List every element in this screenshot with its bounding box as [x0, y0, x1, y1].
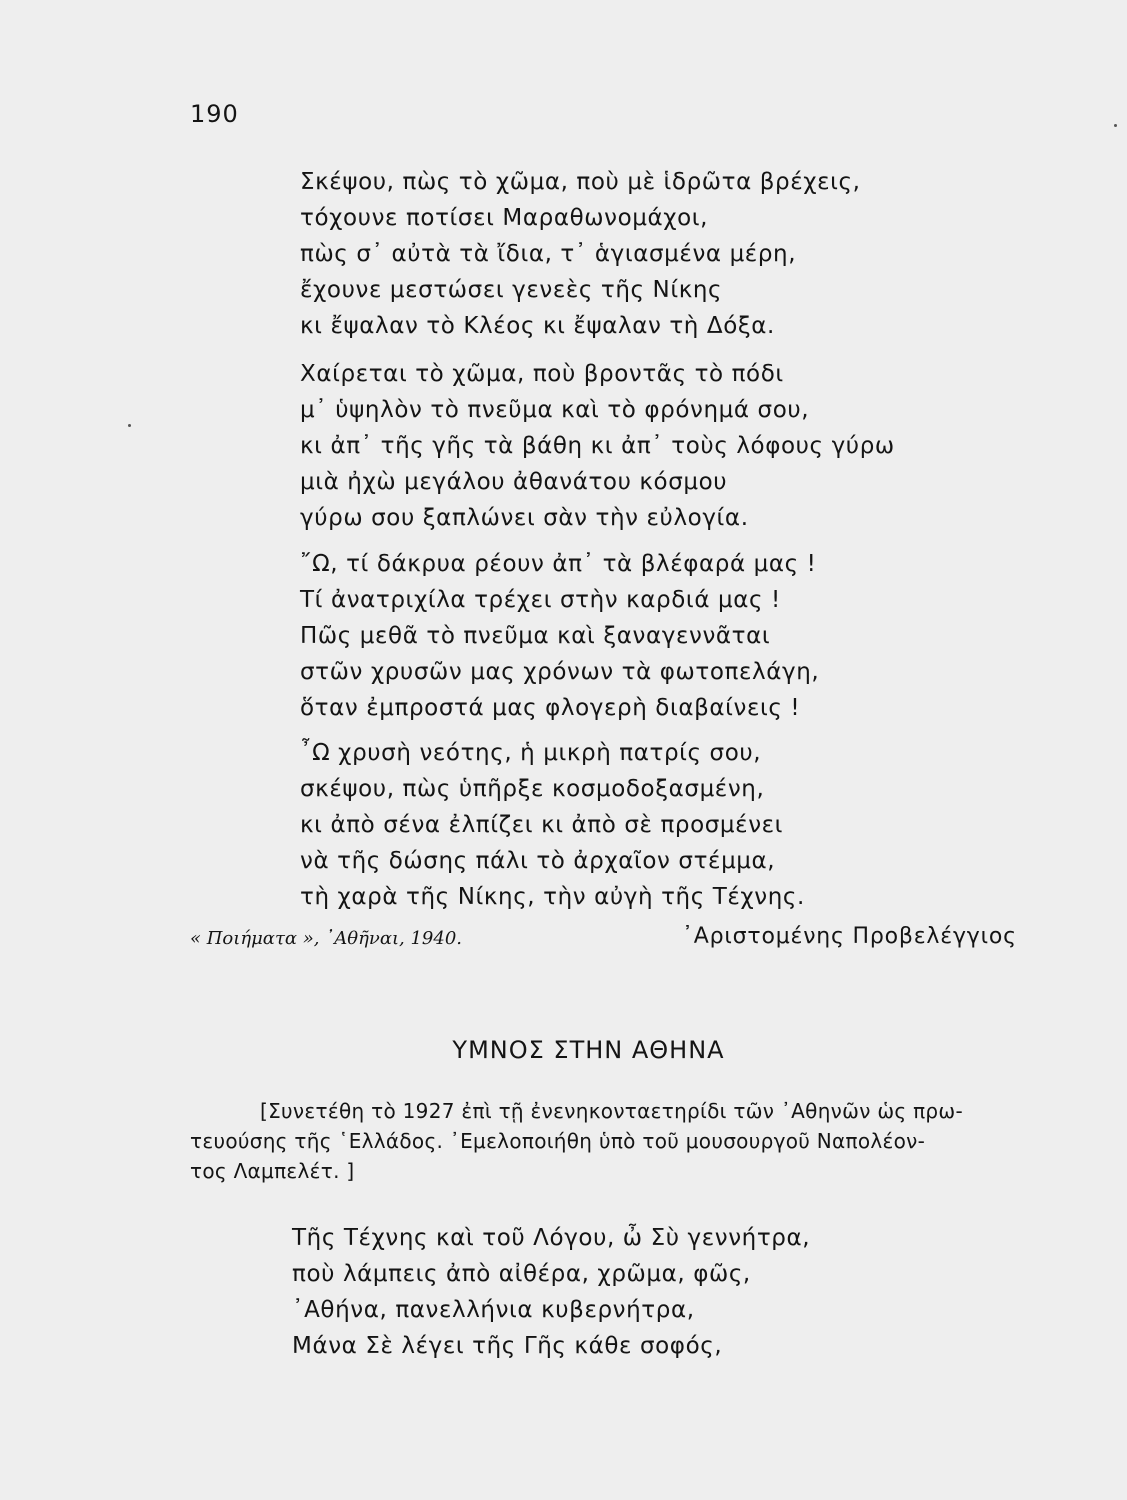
verse-line: ὅταν ἐμπροστά μας φλογερὴ διαβαίνεις ! [300, 695, 801, 721]
poem-source-citation: « Ποιήματα », ᾽Αθῆναι, 1940. [190, 928, 463, 949]
scan-speck [128, 424, 131, 427]
poem-note [190, 1096, 963, 1186]
verse-line: νὰ τῆς δώσης πάλι τὸ ἀρχαῖον στέμμα, [300, 848, 776, 874]
verse-line: Τῆς Τέχνης καὶ τοῦ Λόγου, ὦ Σὺ γεννήτρα, [292, 1225, 811, 1251]
verse-line: κι ἔψαλαν τὸ Κλέος κι ἔψαλαν τὴ Δόξα. [300, 313, 775, 339]
verse-line: μιὰ ἠχὼ μεγάλου ἀθανάτου κόσμου [300, 469, 728, 495]
poem1-stanza-4 [300, 735, 805, 915]
note-line: τος Λαμπελέτ. ] [190, 1159, 355, 1183]
verse-line: κι ἀπ᾽ τῆς γῆς τὰ βάθη κι ἀπ᾽ τοὺς λόφους γύρω [300, 433, 895, 459]
poem-title: ΥΜΝΟΣ ΣΤΗΝ ΑΘΗΝΑ [452, 1036, 725, 1064]
note-line: τευούσης τῆς ῾Ελλάδος. ᾽Εμελοποιήθη ὑπὸ τοῦ μουσουργοῦ Ναπολέον- [190, 1129, 926, 1153]
verse-line: τόχουνε ποτίσει Μαραθωνομάχοι, [300, 205, 709, 231]
verse-line: γύρω σου ξαπλώνει σὰν τὴν εὐλογία. [300, 505, 749, 531]
poem1-stanza-1 [300, 164, 861, 344]
verse-line: κι ἀπὸ σένα ἐλπίζει κι ἀπὸ σὲ προσμένει [300, 812, 784, 838]
verse-line: ῏Ω χρυσὴ νεότης, ἡ μικρὴ πατρίς σου, [300, 740, 762, 766]
verse-line: ποὺ λάμπεις ἀπὸ αἰθέρα, χρῶμα, φῶς, [292, 1261, 751, 1287]
verse-line: Χαίρεται τὸ χῶμα, ποὺ βροντᾶς τὸ πόδι [300, 361, 784, 387]
note-line: [Συνετέθη τὸ 1927 ἐπὶ τῇ ἐνενηκονταετηρίδι τῶν ᾽Αθηνῶν ὡς πρω- [260, 1099, 963, 1123]
verse-line: στῶν χρυσῶν μας χρόνων τὰ φωτοπελάγη, [300, 659, 820, 685]
scan-speck [1114, 124, 1117, 127]
poem1-stanza-3 [300, 546, 819, 726]
verse-line: ῎Ω, τί δάκρυα ρέουν ἀπ᾽ τὰ βλέφαρά μας ! [300, 551, 817, 577]
verse-line: ᾽Αθήνα, πανελλήνια κυβερνήτρα, [292, 1297, 695, 1323]
verse-line: Τί ἀνατριχίλα τρέχει στὴν καρδιά μας ! [300, 587, 781, 613]
poem1-stanza-2 [300, 356, 895, 536]
verse-line: Πῶς μεθᾶ τὸ πνεῦμα καὶ ξαναγεννᾶται [300, 623, 771, 649]
verse-line: μ᾽ ὑψηλὸν τὸ πνεῦμα καὶ τὸ φρόνημά σου, [300, 397, 810, 423]
verse-line: τὴ χαρὰ τῆς Νίκης, τὴν αὐγὴ τῆς Τέχνης. [300, 884, 805, 910]
verse-line: Σκέψου, πὼς τὸ χῶμα, ποὺ μὲ ἱδρῶτα βρέχεις, [300, 169, 861, 195]
page-number: 190 [190, 100, 239, 128]
poem-author: ᾽Αριστομένης Προβελέγγιος [682, 924, 1017, 949]
verse-line: ἔχουνε μεστώσει γενεὲς τῆς Νίκης [300, 277, 723, 303]
verse-line: σκέψου, πὼς ὑπῆρξε κοσμοδοξασμένη, [300, 776, 765, 802]
verse-line: Μάνα Σὲ λέγει τῆς Γῆς κάθε σοφός, [292, 1333, 723, 1359]
poem2-stanza-1 [292, 1220, 810, 1364]
verse-line: πὼς σ᾽ αὐτὰ τὰ ἴδια, τ᾽ ἁγιασμένα μέρη, [300, 241, 797, 267]
